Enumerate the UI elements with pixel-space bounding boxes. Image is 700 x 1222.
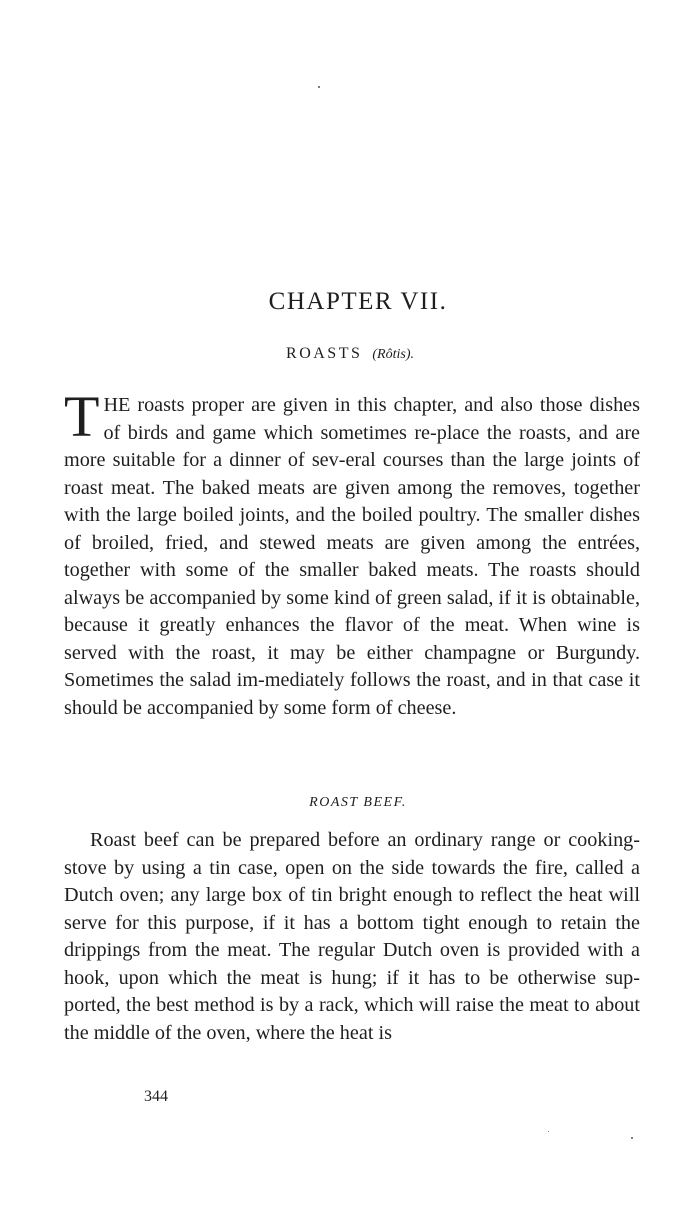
recipe-heading: ROAST BEEF. <box>309 795 407 810</box>
drop-cap: T <box>64 384 100 449</box>
print-speck <box>548 1131 549 1132</box>
page-number: 344 <box>144 1088 168 1105</box>
section-title: ROASTS <box>286 345 363 362</box>
intro-paragraph <box>64 384 640 722</box>
intro-text: HE roasts proper are given in this chapter, and also those dishes of birds and game which sometimes re-place the roasts, and are more suitable for a dinner of sev-eral courses than the large joints of roast meat. The baked meats are given among the removes, together with the large boiled joints, and the boiled poultry. The smaller dishes of broiled, fried, and stewed meats are given among the entrées, together with some of the smaller baked meats. The roasts should always be accompanied by some kind of green salad, if it is obtainable, because it greatly enhances the flavor of the meat. When wine is served with the roast, it may be either champagne or Burgundy. Sometimes the salad im-mediately follows the roast, and in that case it should be accompanied by some form of cheese. <box>64 394 640 719</box>
section-subtitle: (Rôtis). <box>372 347 414 362</box>
section-heading <box>0 343 700 363</box>
print-speck <box>631 1137 633 1139</box>
chapter-title: CHAPTER VII. <box>268 288 448 315</box>
recipe-paragraph: Roast beef can be prepared before an ordinary range or cooking-stove by using a tin case, open on the side towards the fire, called a Dutch oven; any large box of tin bright enough to reflect the heat will serve for this purpose, if it has a bottom tight enough to retain the drippings from the meat. The regular Dutch oven is provided with a hook, upon which the meat is hung; if it has to be otherwise sup-ported, the best method is by a rack, which will raise the meat to about the middle of the oven, where the heat is <box>64 829 640 1044</box>
print-speck <box>318 86 320 88</box>
